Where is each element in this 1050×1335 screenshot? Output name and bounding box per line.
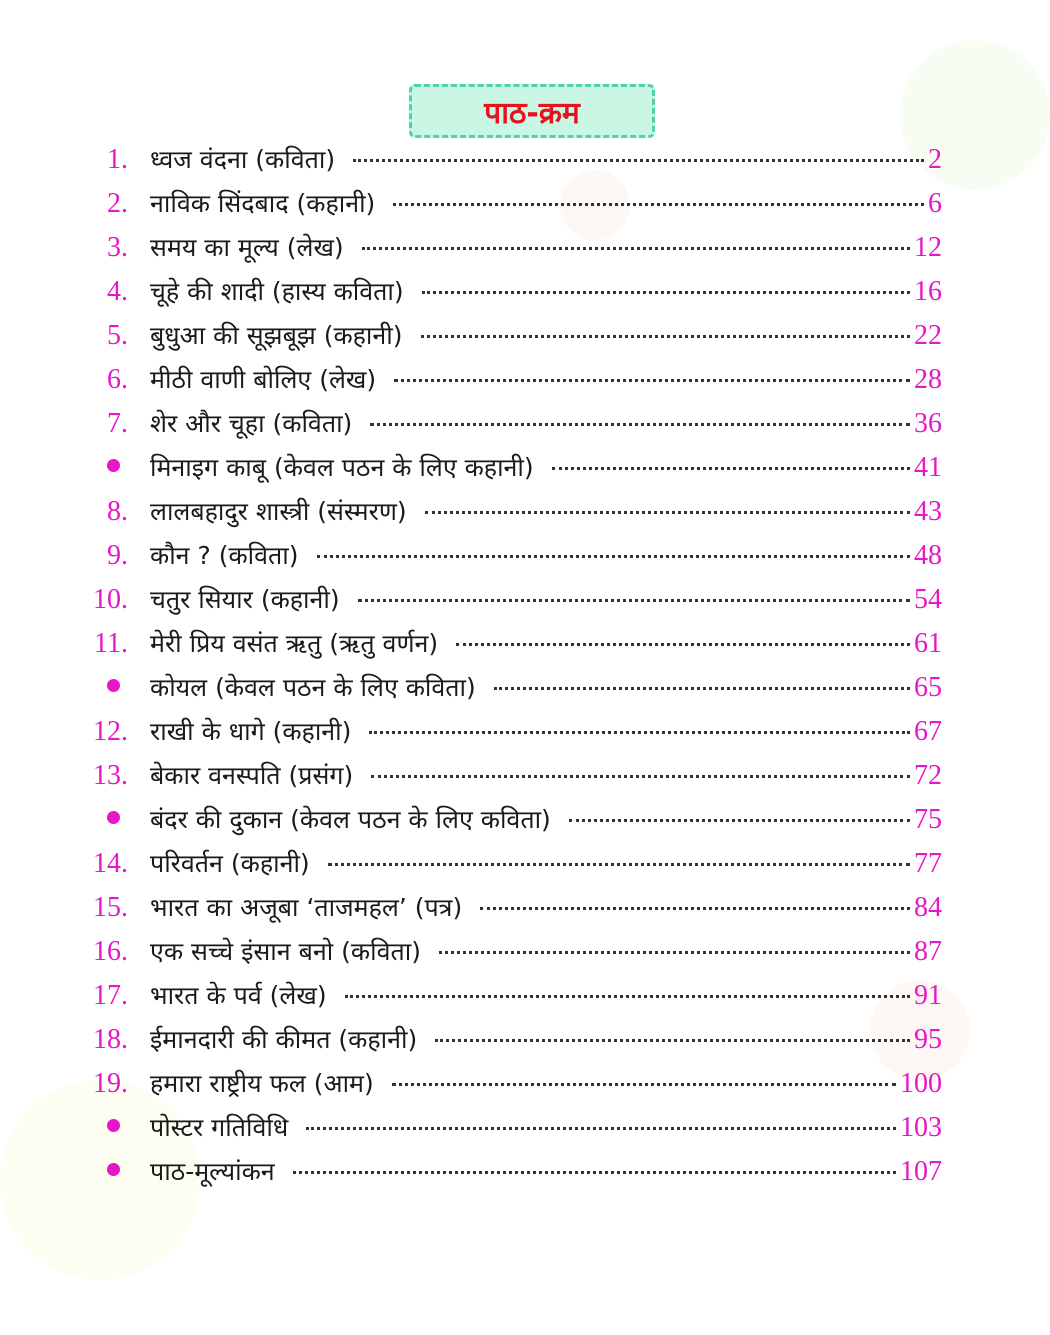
toc-entry[interactable]	[80, 494, 942, 538]
entry-number: 14.	[93, 848, 128, 879]
toc-entry[interactable]	[80, 934, 942, 978]
toc-entry[interactable]	[80, 978, 942, 1022]
entry-title: शेर और चूहा (कविता)	[150, 409, 353, 438]
dot-leader	[456, 643, 910, 646]
entry-number: 15.	[93, 892, 128, 923]
entry-page-number: 28	[914, 364, 942, 395]
toc-entry[interactable]	[80, 802, 942, 846]
entry-title: पोस्टर गतिविधि	[150, 1113, 289, 1142]
entry-title: मिनाइग काबू (केवल पठन के लिए कहानी)	[150, 453, 534, 482]
toc-entry[interactable]	[80, 582, 942, 626]
entry-page-number: 84	[914, 892, 942, 923]
toc-entry[interactable]	[80, 274, 942, 318]
entry-title: एक सच्चे इंसान बनो (कविता)	[150, 937, 421, 966]
dot-leader	[392, 1083, 896, 1086]
entry-title: पाठ-मूल्यांकन	[150, 1157, 275, 1186]
entry-number: 2.	[107, 188, 128, 219]
bullet-icon	[80, 1167, 128, 1180]
dot-leader	[494, 687, 910, 690]
entry-title: बंदर की दुकान (केवल पठन के लिए कविता)	[150, 805, 551, 834]
dot-leader	[358, 599, 910, 602]
entry-title: ध्वज वंदना (कविता)	[150, 145, 336, 174]
dot-leader	[369, 731, 910, 734]
dot-leader	[425, 511, 910, 514]
entry-title: बेकार वनस्पति (प्रसंग)	[150, 761, 354, 790]
toc-entry[interactable]	[80, 846, 942, 890]
bullet-dot-icon	[107, 1163, 120, 1176]
dot-leader	[328, 863, 910, 866]
entry-number: 8.	[107, 496, 128, 527]
entry-number: 17.	[93, 980, 128, 1011]
entry-page-number: 36	[914, 408, 942, 439]
entry-page-number: 77	[914, 848, 942, 879]
toc-entry[interactable]	[80, 714, 942, 758]
entry-page-number: 107	[900, 1156, 942, 1187]
entry-title: नाविक सिंदबाद (कहानी)	[150, 189, 376, 218]
entry-title: परिवर्तन (कहानी)	[150, 849, 310, 878]
entry-title: चूहे की शादी (हास्य कविता)	[150, 277, 404, 306]
bullet-dot-icon	[107, 459, 120, 472]
toc-entry[interactable]	[80, 670, 942, 714]
bullet-icon	[80, 815, 128, 828]
toc-entry[interactable]	[80, 450, 942, 494]
entry-page-number: 16	[914, 276, 942, 307]
dot-leader	[480, 907, 910, 910]
entry-title: चतुर सियार (कहानी)	[150, 585, 340, 614]
entry-page-number: 43	[914, 496, 942, 527]
entry-page-number: 54	[914, 584, 942, 615]
dot-leader	[435, 1039, 910, 1042]
dot-leader	[362, 247, 910, 250]
entry-page-number: 12	[914, 232, 942, 263]
toc-entry[interactable]	[80, 890, 942, 934]
bullet-dot-icon	[107, 1119, 120, 1132]
toc-entry[interactable]	[80, 362, 942, 406]
entry-number: 19.	[93, 1068, 128, 1099]
page-title: पाठ-क्रम	[484, 95, 580, 131]
entry-number: 1.	[107, 144, 128, 175]
toc-entry[interactable]	[80, 538, 942, 582]
entry-title: लालबहादुर शास्त्री (संस्मरण)	[150, 497, 407, 526]
entry-number: 11.	[94, 628, 128, 659]
entry-title: ईमानदारी की कीमत (कहानी)	[150, 1025, 418, 1054]
entry-title: भारत के पर्व (लेख)	[150, 981, 327, 1010]
dot-leader	[371, 775, 910, 778]
entry-title: कोयल (केवल पठन के लिए कविता)	[150, 673, 476, 702]
dot-leader	[306, 1127, 896, 1130]
entry-title: हमारा राष्ट्रीय फल (आम)	[150, 1069, 374, 1098]
entry-page-number: 103	[900, 1112, 942, 1143]
entry-page-number: 41	[914, 452, 942, 483]
dot-leader	[394, 379, 910, 382]
entry-title: मेरी प्रिय वसंत ऋतु (ऋतु वर्णन)	[150, 629, 439, 658]
entry-title: कौन ? (कविता)	[150, 541, 299, 570]
entry-page-number: 67	[914, 716, 942, 747]
bullet-icon	[80, 463, 128, 476]
toc-entry[interactable]	[80, 1110, 942, 1154]
entry-number: 18.	[93, 1024, 128, 1055]
entry-page-number: 72	[914, 760, 942, 791]
entry-page-number: 65	[914, 672, 942, 703]
entry-page-number: 87	[914, 936, 942, 967]
entry-page-number: 6	[928, 188, 942, 219]
entry-number: 6.	[107, 364, 128, 395]
dot-leader	[421, 335, 911, 338]
bullet-dot-icon	[107, 679, 120, 692]
dot-leader	[317, 555, 910, 558]
entry-number: 16.	[93, 936, 128, 967]
entry-title: बुधुआ की सूझबूझ (कहानी)	[150, 321, 403, 350]
entry-page-number: 22	[914, 320, 942, 351]
toc-entry[interactable]	[80, 626, 942, 670]
entry-number: 9.	[107, 540, 128, 571]
entry-page-number: 75	[914, 804, 942, 835]
entry-page-number: 100	[900, 1068, 942, 1099]
toc-entry[interactable]	[80, 186, 942, 230]
entry-number: 12.	[93, 716, 128, 747]
bullet-icon	[80, 683, 128, 696]
bullet-icon	[80, 1123, 128, 1136]
entry-number: 4.	[107, 276, 128, 307]
bullet-dot-icon	[107, 811, 120, 824]
toc-entry[interactable]	[80, 1022, 942, 1066]
entry-title: भारत का अजूबा ‘ताजमहल’ (पत्र)	[150, 893, 463, 922]
entry-number: 13.	[93, 760, 128, 791]
toc-entry[interactable]	[80, 1066, 942, 1110]
toc-entry[interactable]	[80, 142, 942, 186]
dot-leader	[393, 203, 924, 206]
dot-leader	[345, 995, 910, 998]
toc-entry[interactable]	[80, 758, 942, 802]
entry-title: समय का मूल्य (लेख)	[150, 233, 344, 262]
dot-leader	[353, 159, 924, 162]
entry-number: 3.	[107, 232, 128, 263]
toc-entry[interactable]	[80, 406, 942, 450]
toc-entry[interactable]	[80, 318, 942, 362]
dot-leader	[552, 467, 910, 470]
entry-page-number: 61	[914, 628, 942, 659]
entry-title: मीठी वाणी बोलिए (लेख)	[150, 365, 377, 394]
dot-leader	[370, 423, 910, 426]
entry-number: 10.	[93, 584, 128, 615]
toc-entry[interactable]	[80, 1154, 942, 1198]
dot-leader	[293, 1171, 896, 1174]
entry-number: 5.	[107, 320, 128, 351]
entry-number: 7.	[107, 408, 128, 439]
dot-leader	[422, 291, 910, 294]
table-of-contents	[80, 142, 942, 1198]
entry-page-number: 2	[928, 144, 942, 175]
toc-entry[interactable]	[80, 230, 942, 274]
entry-title: राखी के धागे (कहानी)	[150, 717, 352, 746]
dot-leader	[569, 819, 910, 822]
heading-banner	[409, 84, 655, 138]
entry-page-number: 48	[914, 540, 942, 571]
entry-page-number: 95	[914, 1024, 942, 1055]
entry-page-number: 91	[914, 980, 942, 1011]
dot-leader	[439, 951, 910, 954]
